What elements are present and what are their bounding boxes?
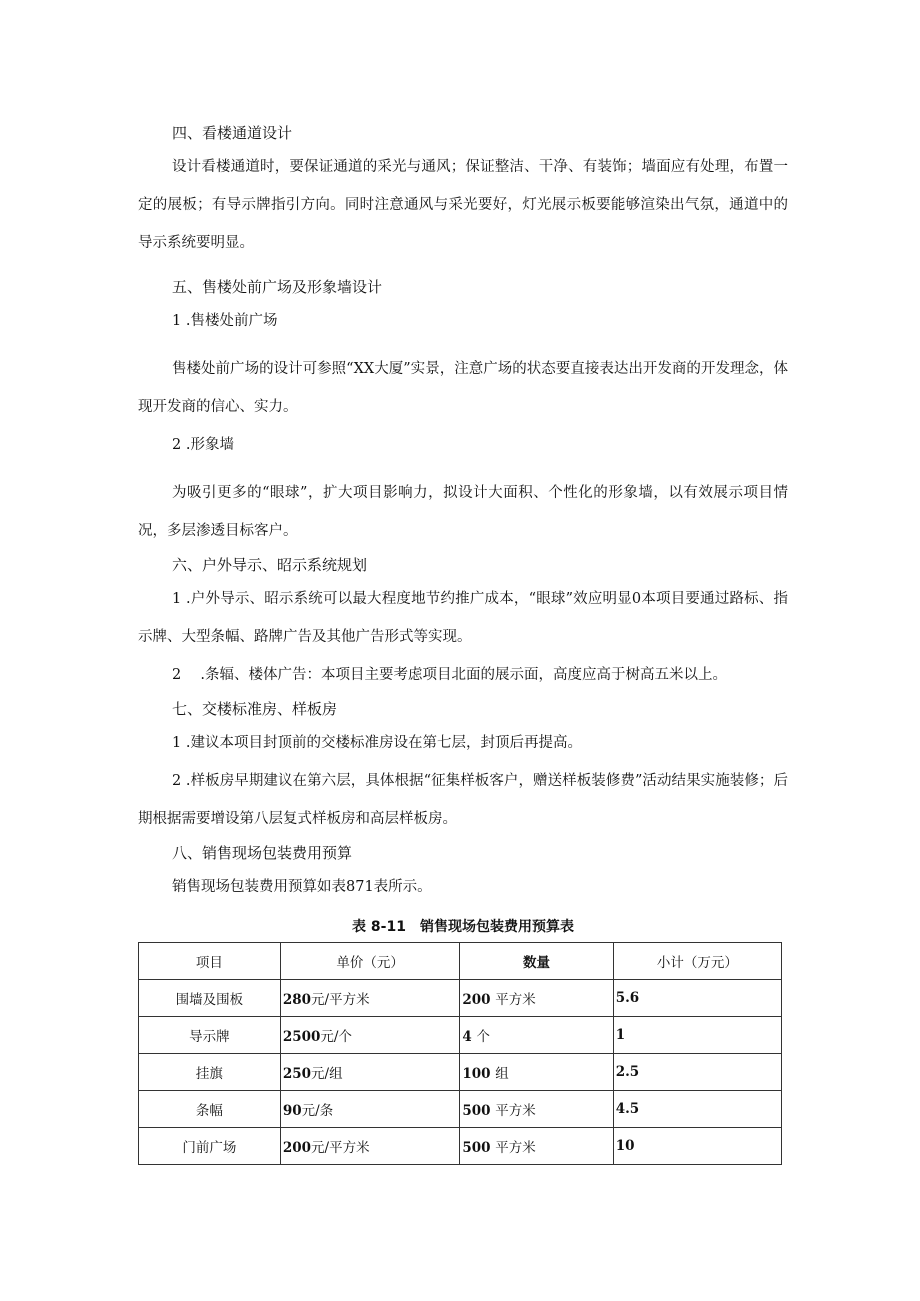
section-8-paragraph: 销售现场包装费用预算如表871表所示。 <box>172 879 432 895</box>
section-7-paragraph-1: 1 .建议本项目封顶前的交楼标准房设在第七层，封顶后再提高。 <box>172 735 582 751</box>
cell-item: 条幅 <box>139 1091 281 1128</box>
quantity-number: 500 <box>462 1140 491 1156</box>
price-unit: 元/条 <box>301 1103 334 1119</box>
cell-item: 门前广场 <box>139 1128 281 1165</box>
cell-unit-price <box>280 1017 460 1054</box>
cell-unit-price <box>280 1091 460 1128</box>
cell-item: 挂旗 <box>139 1054 281 1091</box>
cell-subtotal: 10 <box>613 1128 781 1165</box>
section-8-heading: 八、销售现场包装费用预算 <box>172 844 353 862</box>
header-item: 项目 <box>139 943 281 980</box>
quantity-unit: 平方米 <box>495 1140 536 1156</box>
price-number: 280 <box>282 992 312 1008</box>
quantity-number: 100 <box>462 1066 491 1082</box>
section-5-paragraph-1: 售楼处前广场的设计可参照“XX大厦”实景，注意广场的状态要直接表达出开发商的开发理念，体现开发商的信心、实力。 <box>138 361 788 415</box>
section-5-item-2: 2 .形象墙 <box>172 437 234 453</box>
price-unit: 元/平方米 <box>311 1140 370 1156</box>
cell-subtotal: 5.6 <box>613 980 781 1017</box>
section-7-heading: 七、交楼标准房、样板房 <box>172 700 338 718</box>
table-row <box>139 980 782 1017</box>
quantity-unit: 平方米 <box>495 992 536 1008</box>
price-number: 2500 <box>282 1029 321 1045</box>
header-quantity: 数量 <box>460 943 613 980</box>
price-unit: 元/平方米 <box>311 992 370 1008</box>
price-number: 200 <box>282 1140 312 1156</box>
cell-unit-price <box>280 980 460 1017</box>
table-row <box>139 1017 782 1054</box>
cell-unit-price <box>280 1054 460 1091</box>
price-number: 250 <box>282 1066 312 1082</box>
table-header-row <box>139 943 782 980</box>
header-unit-price: 单价（元） <box>280 943 460 980</box>
cell-subtotal: 1 <box>613 1017 781 1054</box>
price-unit: 元/个 <box>320 1029 352 1045</box>
cell-subtotal: 2.5 <box>613 1054 781 1091</box>
table-row <box>139 1054 782 1091</box>
section-5-item-1: 1 .售楼处前广场 <box>172 313 278 329</box>
section-4-paragraph: 设计看楼通道时，要保证通道的采光与通风；保证整洁、干净、有装饰；墙面应有处理，布置一定的展板；有导示牌指引方向。同时注意通风与采光要好，灯光展示板要能够渲染出气氛，通道中的导示系统要明显。 <box>138 159 788 251</box>
cell-quantity <box>460 1017 613 1054</box>
price-unit: 元/组 <box>311 1066 343 1082</box>
quantity-unit: 个 <box>476 1029 490 1045</box>
cell-item: 围墙及围板 <box>139 980 281 1017</box>
section-4-heading: 四、看楼通道设计 <box>172 124 293 142</box>
budget-table <box>138 942 782 1165</box>
cell-quantity <box>460 1128 613 1165</box>
cell-quantity <box>460 980 613 1017</box>
quantity-unit: 平方米 <box>495 1103 536 1119</box>
table-row <box>139 1091 782 1128</box>
table-row <box>139 1128 782 1165</box>
section-5-paragraph-2: 为吸引更多的“眼球”，扩大项目影响力，拟设计大面积、个性化的形象墙，以有效展示项目情况，多层渗透目标客户。 <box>138 485 788 539</box>
section-6-paragraph-1: 1 .户外导示、昭示系统可以最大程度地节约推广成本，“眼球”效应明显0本项目要通过路标、指示牌、大型条幅、路牌广告及其他广告形式等实现。 <box>138 591 788 645</box>
section-6-heading: 六、户外导示、昭示系统规划 <box>172 556 368 574</box>
header-subtotal: 小计（万元） <box>613 943 781 980</box>
quantity-number: 200 <box>462 992 491 1008</box>
cell-quantity <box>460 1054 613 1091</box>
quantity-unit: 组 <box>495 1066 509 1082</box>
section-6-paragraph-2: 2 .条辐、楼体广告：本项目主要考虑项目北面的展示面，高度应高于树高五米以上。 <box>172 667 727 683</box>
quantity-number: 500 <box>462 1103 491 1119</box>
cell-unit-price <box>280 1128 460 1165</box>
table-caption: 表 8-11 销售现场包装费用预算表 <box>352 919 574 935</box>
document-page <box>138 118 788 1165</box>
quantity-number: 4 <box>462 1029 472 1045</box>
section-5-heading: 五、售楼处前广场及形象墙设计 <box>172 278 383 296</box>
cell-quantity <box>460 1091 613 1128</box>
cell-subtotal: 4.5 <box>613 1091 781 1128</box>
section-7-paragraph-2: 2 .样板房早期建议在第六层，具体根据“征集样板客户，赠送样板装修费”活动结果实施装修；后期根据需要增设第八层复式样板房和高层样板房。 <box>138 773 788 827</box>
cell-item: 导示牌 <box>139 1017 281 1054</box>
price-number: 90 <box>282 1103 302 1119</box>
